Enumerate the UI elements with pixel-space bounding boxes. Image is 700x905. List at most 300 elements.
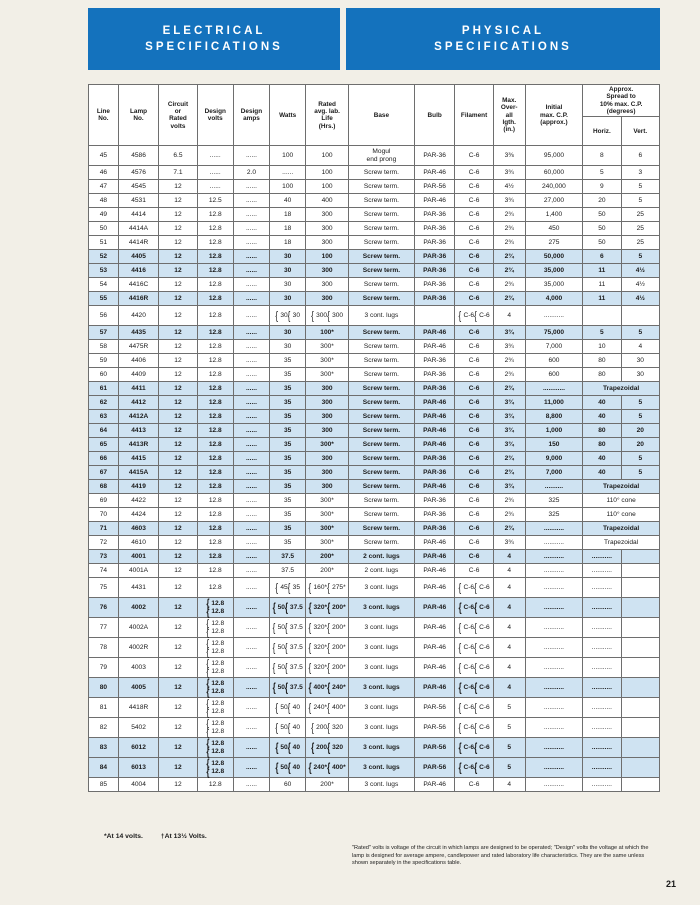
- cell-spread-horiz: 6: [583, 250, 621, 264]
- cell-base: Screw term.: [348, 166, 414, 180]
- cell-rated-life: 300: [306, 410, 349, 424]
- cell-lamp-no: 4003: [118, 658, 158, 678]
- cell-watts: 35: [270, 522, 306, 536]
- cell-initial-max-cp: 27,000: [525, 194, 583, 208]
- cell-spread: 110° cone: [583, 508, 660, 522]
- cell-watts: { 50 { 40: [270, 738, 306, 758]
- cell-lamp-no: 4405: [118, 250, 158, 264]
- cell-bulb: PAR-46: [414, 598, 454, 618]
- cell-bulb: PAR-46: [414, 678, 454, 698]
- cell-spread-horiz: 80: [583, 438, 621, 452]
- cell-base: 3 cont. lugs: [348, 698, 414, 718]
- cell-bulb: PAR-36: [414, 522, 454, 536]
- cell-rated-life: 100: [306, 166, 349, 180]
- cell-initial-max-cp: 1,400: [525, 208, 583, 222]
- cell-rated-life: 300: [306, 292, 349, 306]
- cell-design-amps: ......: [233, 466, 269, 480]
- cell-lamp-no: 4431: [118, 578, 158, 598]
- cell-lamp-no: 4416C: [118, 278, 158, 292]
- cell-initial-max-cp: ...........: [525, 536, 583, 550]
- cell-max-overall-length: 2¾: [493, 452, 525, 466]
- cell-circuit-volts: 12: [159, 698, 197, 718]
- cell-watts: 30: [270, 292, 306, 306]
- cell-watts: 35: [270, 494, 306, 508]
- cell-design-amps: ......: [233, 550, 269, 564]
- cell-circuit-volts: 12: [159, 236, 197, 250]
- cell-design-amps: ......: [233, 340, 269, 354]
- cell-design-volts: { 12.8{ 12.8: [197, 718, 233, 738]
- table-row: [89, 678, 660, 698]
- cell-filament: C-6: [455, 480, 493, 494]
- footnote-left: [104, 833, 207, 840]
- cell-filament: C-6: [455, 264, 493, 278]
- cell-design-volts: 12.8: [197, 208, 233, 222]
- th-spread-horiz: Horiz.: [583, 117, 621, 146]
- cell-max-overall-length: 4: [493, 778, 525, 792]
- cell-circuit-volts: 12: [159, 424, 197, 438]
- cell-watts: 35: [270, 396, 306, 410]
- cell-watts: 30: [270, 278, 306, 292]
- cell-base: Screw term.: [348, 410, 414, 424]
- th-approx-spread: Approx. Spread to 10% max. C.P. (degrees): [583, 85, 660, 117]
- cell-bulb: PAR-46: [414, 396, 454, 410]
- cell-watts: 18: [270, 236, 306, 250]
- cell-design-amps: ......: [233, 778, 269, 792]
- cell-design-amps: ......: [233, 564, 269, 578]
- cell-bulb: PAR-36: [414, 494, 454, 508]
- cell-design-volts: 12.8: [197, 778, 233, 792]
- cell-rated-life: 100: [306, 180, 349, 194]
- cell-bulb: PAR-36: [414, 146, 454, 166]
- cell-circuit-volts: 12: [159, 222, 197, 236]
- cell-filament: C-6: [455, 208, 493, 222]
- cell-circuit-volts: 12: [159, 564, 197, 578]
- cell-lamp-no: 4413R: [118, 438, 158, 452]
- specifications-table: [88, 84, 660, 792]
- cell-filament: { C-6 { C-6: [455, 306, 493, 326]
- cell-design-volts: { 12.8{ 12.8: [197, 638, 233, 658]
- cell-watts: 18: [270, 208, 306, 222]
- cell-design-amps: ......: [233, 452, 269, 466]
- cell-circuit-volts: 12: [159, 292, 197, 306]
- th-max-overall-length: Max. Over- all lgth. (in.): [493, 85, 525, 146]
- footnote-at-14-volts: *At 14 volts.: [104, 833, 143, 840]
- specifications-table-wrap: [88, 84, 660, 792]
- cell-design-volts: 12.8: [197, 368, 233, 382]
- table-row: [89, 278, 660, 292]
- cell-initial-max-cp: 7,000: [525, 340, 583, 354]
- cell-lamp-no: 4412A: [118, 410, 158, 424]
- cell-base: Screw term.: [348, 180, 414, 194]
- cell-rated-life: 300: [306, 208, 349, 222]
- cell-design-volts: 12.8: [197, 306, 233, 326]
- cell-design-amps: ......: [233, 208, 269, 222]
- cell-max-overall-length: 2¾: [493, 278, 525, 292]
- cell-spread-vert: [621, 618, 659, 638]
- cell-design-volts: 12.8: [197, 340, 233, 354]
- cell-circuit-volts: 12: [159, 638, 197, 658]
- cell-design-amps: ......: [233, 536, 269, 550]
- cell-max-overall-length: 3¾: [493, 536, 525, 550]
- cell-filament: C-6: [455, 494, 493, 508]
- cell-line-no: 63: [89, 410, 119, 424]
- cell-bulb: PAR-36: [414, 278, 454, 292]
- cell-design-volts: ......: [197, 166, 233, 180]
- cell-filament: C-6: [455, 368, 493, 382]
- cell-line-no: 68: [89, 480, 119, 494]
- cell-line-no: 64: [89, 424, 119, 438]
- cell-design-amps: ......: [233, 598, 269, 618]
- cell-line-no: 49: [89, 208, 119, 222]
- cell-line-no: 48: [89, 194, 119, 208]
- cell-base: 3 cont. lugs: [348, 306, 414, 326]
- cell-base: Screw term.: [348, 326, 414, 340]
- cell-design-amps: ......: [233, 396, 269, 410]
- cell-design-amps: ......: [233, 678, 269, 698]
- cell-lamp-no: 5402: [118, 718, 158, 738]
- cell-spread-horiz: ...........: [583, 618, 621, 638]
- table-row: [89, 166, 660, 180]
- cell-design-amps: ......: [233, 494, 269, 508]
- cell-spread: 110° cone: [583, 494, 660, 508]
- cell-filament: C-6: [455, 382, 493, 396]
- cell-filament: C-6: [455, 340, 493, 354]
- cell-line-no: 55: [89, 292, 119, 306]
- cell-max-overall-length: 2¾: [493, 222, 525, 236]
- table-row: [89, 306, 660, 326]
- cell-line-no: 45: [89, 146, 119, 166]
- table-row: [89, 250, 660, 264]
- cell-design-volts: { 12.8{ 12.8: [197, 658, 233, 678]
- cell-design-amps: ......: [233, 638, 269, 658]
- cell-rated-life: { 240* { 400*: [306, 698, 349, 718]
- cell-design-volts: 12.8: [197, 410, 233, 424]
- cell-line-no: 76: [89, 598, 119, 618]
- cell-design-amps: ......: [233, 618, 269, 638]
- cell-rated-life: { 300 { 300: [306, 306, 349, 326]
- cell-line-no: 75: [89, 578, 119, 598]
- cell-lamp-no: 4415: [118, 452, 158, 466]
- cell-spread-vert: 25: [621, 236, 659, 250]
- cell-lamp-no: 4419: [118, 480, 158, 494]
- cell-max-overall-length: 3¾: [493, 438, 525, 452]
- cell-circuit-volts: 12: [159, 618, 197, 638]
- cell-spread-vert: 5: [621, 180, 659, 194]
- cell-lamp-no: 4406: [118, 354, 158, 368]
- cell-spread-horiz: ...........: [583, 598, 621, 618]
- cell-initial-max-cp: ..........: [525, 480, 583, 494]
- cell-design-volts: 12.8: [197, 326, 233, 340]
- cell-rated-life: 200*: [306, 564, 349, 578]
- cell-base: Screw term.: [348, 292, 414, 306]
- cell-filament: C-6: [455, 146, 493, 166]
- cell-max-overall-length: 3¾: [493, 194, 525, 208]
- cell-circuit-volts: 12: [159, 678, 197, 698]
- cell-design-amps: ......: [233, 306, 269, 326]
- cell-line-no: 84: [89, 758, 119, 778]
- cell-initial-max-cp: ...........: [525, 578, 583, 598]
- table-row: [89, 778, 660, 792]
- cell-design-amps: ......: [233, 738, 269, 758]
- cell-spread-vert: 5: [621, 250, 659, 264]
- cell-spread: Trapezoidal: [583, 480, 660, 494]
- cell-design-amps: ......: [233, 222, 269, 236]
- cell-spread-vert: 20: [621, 424, 659, 438]
- cell-base: Screw term.: [348, 466, 414, 480]
- cell-circuit-volts: 12: [159, 480, 197, 494]
- table-row: [89, 208, 660, 222]
- cell-design-amps: ......: [233, 698, 269, 718]
- cell-watts: { 50 { 37.5: [270, 678, 306, 698]
- cell-base: Screw term.: [348, 194, 414, 208]
- cell-max-overall-length: 2¾: [493, 494, 525, 508]
- table-row: [89, 550, 660, 564]
- cell-initial-max-cp: 240,000: [525, 180, 583, 194]
- cell-design-amps: ......: [233, 410, 269, 424]
- cell-spread-vert: [621, 306, 659, 326]
- cell-line-no: 57: [89, 326, 119, 340]
- cell-spread-horiz: 5: [583, 326, 621, 340]
- cell-spread-vert: 30: [621, 368, 659, 382]
- cell-initial-max-cp: 450: [525, 222, 583, 236]
- cell-lamp-no: 4416R: [118, 292, 158, 306]
- cell-max-overall-length: 2¾: [493, 382, 525, 396]
- cell-spread-horiz: ...........: [583, 758, 621, 778]
- cell-base: Screw term.: [348, 236, 414, 250]
- cell-design-amps: ......: [233, 250, 269, 264]
- cell-lamp-no: 4411: [118, 382, 158, 396]
- cell-initial-max-cp: ...........: [525, 306, 583, 326]
- cell-spread-horiz: ...........: [583, 738, 621, 758]
- cell-spread-vert: [621, 658, 659, 678]
- cell-filament: { C-6 { C-6: [455, 758, 493, 778]
- cell-base: Screw term.: [348, 250, 414, 264]
- cell-bulb: PAR-46: [414, 424, 454, 438]
- table-row: [89, 236, 660, 250]
- cell-design-amps: ......: [233, 508, 269, 522]
- cell-base: Screw term.: [348, 278, 414, 292]
- cell-watts: 35: [270, 466, 306, 480]
- cell-base: Screw term.: [348, 424, 414, 438]
- cell-initial-max-cp: 95,000: [525, 146, 583, 166]
- cell-initial-max-cp: ...........: [525, 778, 583, 792]
- cell-design-amps: ......: [233, 438, 269, 452]
- cell-spread-vert: 4½: [621, 278, 659, 292]
- cell-max-overall-length: 2¾: [493, 236, 525, 250]
- cell-circuit-volts: 12: [159, 758, 197, 778]
- cell-watts: 35: [270, 536, 306, 550]
- cell-line-no: 59: [89, 354, 119, 368]
- cell-bulb: PAR-36: [414, 292, 454, 306]
- cell-design-amps: ......: [233, 718, 269, 738]
- cell-base: Screw term.: [348, 368, 414, 382]
- cell-max-overall-length: 4: [493, 598, 525, 618]
- cell-base: Screw term.: [348, 354, 414, 368]
- th-watts: Watts: [270, 85, 306, 146]
- cell-max-overall-length: 4: [493, 578, 525, 598]
- cell-watts: 37.5: [270, 564, 306, 578]
- cell-line-no: 70: [89, 508, 119, 522]
- cell-bulb: PAR-46: [414, 194, 454, 208]
- cell-design-amps: ......: [233, 278, 269, 292]
- cell-circuit-volts: 12: [159, 550, 197, 564]
- table-row: [89, 438, 660, 452]
- cell-spread-horiz: 11: [583, 264, 621, 278]
- cell-max-overall-length: 4: [493, 618, 525, 638]
- cell-circuit-volts: 12: [159, 466, 197, 480]
- cell-max-overall-length: 3¾: [493, 326, 525, 340]
- cell-lamp-no: 4418R: [118, 698, 158, 718]
- table-row: [89, 494, 660, 508]
- cell-max-overall-length: 5: [493, 758, 525, 778]
- cell-circuit-volts: 12: [159, 208, 197, 222]
- cell-spread-vert: [621, 550, 659, 564]
- cell-spread-horiz: ...........: [583, 718, 621, 738]
- cell-design-volts: 12.8: [197, 222, 233, 236]
- cell-max-overall-length: 4: [493, 564, 525, 578]
- cell-base: Screw term.: [348, 494, 414, 508]
- banner-electrical-line2: SPECIFICATIONS: [145, 41, 283, 53]
- cell-max-overall-length: 4: [493, 638, 525, 658]
- cell-watts: { 50 { 40: [270, 698, 306, 718]
- cell-initial-max-cp: 75,000: [525, 326, 583, 340]
- cell-line-no: 72: [89, 536, 119, 550]
- cell-rated-life: 300*: [306, 354, 349, 368]
- cell-base: 2 cont. lugs: [348, 564, 414, 578]
- cell-rated-life: 300: [306, 222, 349, 236]
- cell-initial-max-cp: ...........: [525, 658, 583, 678]
- cell-filament: { C-6 { C-6: [455, 578, 493, 598]
- th-design-amps: Design amps: [233, 85, 269, 146]
- cell-watts: { 45 { 35: [270, 578, 306, 598]
- cell-line-no: 81: [89, 698, 119, 718]
- cell-bulb: PAR-46: [414, 564, 454, 578]
- cell-circuit-volts: 12: [159, 508, 197, 522]
- cell-max-overall-length: 5: [493, 718, 525, 738]
- cell-design-volts: 12.8: [197, 480, 233, 494]
- cell-watts: 18: [270, 222, 306, 236]
- table-row: [89, 536, 660, 550]
- cell-design-amps: ......: [233, 578, 269, 598]
- cell-max-overall-length: 3⅜: [493, 146, 525, 166]
- cell-initial-max-cp: ...........: [525, 564, 583, 578]
- cell-bulb: PAR-56: [414, 718, 454, 738]
- cell-initial-max-cp: ...........: [525, 758, 583, 778]
- cell-bulb: PAR-46: [414, 658, 454, 678]
- cell-design-volts: 12.8: [197, 292, 233, 306]
- footnote-at-13-5-volts: †At 13½ Volts.: [160, 833, 207, 840]
- cell-spread-horiz: 40: [583, 452, 621, 466]
- cell-filament: { C-6 { C-6: [455, 698, 493, 718]
- cell-design-volts: 12.8: [197, 354, 233, 368]
- cell-filament: C-6: [455, 354, 493, 368]
- cell-filament: C-6: [455, 278, 493, 292]
- cell-filament: C-6: [455, 292, 493, 306]
- cell-watts: 35: [270, 508, 306, 522]
- cell-base: Screw term.: [348, 522, 414, 536]
- table-row: [89, 424, 660, 438]
- cell-spread-horiz: 5: [583, 166, 621, 180]
- cell-circuit-volts: 12: [159, 522, 197, 536]
- cell-max-overall-length: 2¾: [493, 522, 525, 536]
- table-body: [89, 146, 660, 792]
- cell-spread-vert: [621, 564, 659, 578]
- cell-rated-life: { 320* { 200*: [306, 638, 349, 658]
- cell-design-amps: ......: [233, 368, 269, 382]
- cell-spread-vert: [621, 678, 659, 698]
- cell-spread-vert: 25: [621, 208, 659, 222]
- cell-rated-life: 200*: [306, 778, 349, 792]
- cell-circuit-volts: 12: [159, 194, 197, 208]
- cell-watts: { 50 { 37.5: [270, 598, 306, 618]
- th-lamp-no: Lamp No.: [118, 85, 158, 146]
- cell-rated-life: 300: [306, 396, 349, 410]
- cell-line-no: 77: [89, 618, 119, 638]
- cell-initial-max-cp: 11,000: [525, 396, 583, 410]
- cell-bulb: PAR-36: [414, 368, 454, 382]
- cell-rated-life: 100: [306, 250, 349, 264]
- cell-watts: 60: [270, 778, 306, 792]
- cell-spread-horiz: ...........: [583, 638, 621, 658]
- cell-base: Screw term.: [348, 438, 414, 452]
- cell-max-overall-length: 2¾: [493, 208, 525, 222]
- cell-rated-life: 300: [306, 424, 349, 438]
- cell-circuit-volts: 6.5: [159, 146, 197, 166]
- cell-lamp-no: 4414A: [118, 222, 158, 236]
- cell-spread-vert: [621, 698, 659, 718]
- banner-physical-line1: PHYSICAL: [461, 25, 545, 37]
- cell-lamp-no: 4002A: [118, 618, 158, 638]
- th-initial-max-cp: Initial max. C.P. (approx.): [525, 85, 583, 146]
- table-row: [89, 508, 660, 522]
- cell-max-overall-length: 5: [493, 698, 525, 718]
- cell-design-volts: 12.8: [197, 452, 233, 466]
- cell-line-no: 79: [89, 658, 119, 678]
- cell-spread-vert: 3: [621, 166, 659, 180]
- cell-base: Screw term.: [348, 222, 414, 236]
- cell-rated-life: 300: [306, 382, 349, 396]
- cell-max-overall-length: 3¾: [493, 410, 525, 424]
- cell-base: 3 cont. lugs: [348, 778, 414, 792]
- cell-line-no: 66: [89, 452, 119, 466]
- cell-initial-max-cp: 150: [525, 438, 583, 452]
- cell-lamp-no: 6012: [118, 738, 158, 758]
- cell-design-volts: ......: [197, 180, 233, 194]
- cell-spread-vert: [621, 738, 659, 758]
- cell-design-amps: ......: [233, 758, 269, 778]
- cell-max-overall-length: 2¾: [493, 354, 525, 368]
- table-row: [89, 522, 660, 536]
- cell-lamp-no: 4531: [118, 194, 158, 208]
- table-row: [89, 658, 660, 678]
- cell-base: 3 cont. lugs: [348, 638, 414, 658]
- cell-rated-life: 300*: [306, 340, 349, 354]
- cell-initial-max-cp: ...........: [525, 522, 583, 536]
- cell-rated-life: 300*: [306, 438, 349, 452]
- cell-spread-horiz: 40: [583, 396, 621, 410]
- cell-circuit-volts: 12: [159, 382, 197, 396]
- banner-electrical-line1: ELECTRICAL: [162, 25, 266, 37]
- cell-circuit-volts: 12: [159, 438, 197, 452]
- cell-bulb: PAR-46: [414, 578, 454, 598]
- cell-design-volts: 12.8: [197, 396, 233, 410]
- cell-spread-vert: [621, 718, 659, 738]
- cell-base: 3 cont. lugs: [348, 658, 414, 678]
- cell-spread-horiz: 11: [583, 292, 621, 306]
- cell-rated-life: 300*: [306, 536, 349, 550]
- cell-spread-vert: 6: [621, 146, 659, 166]
- cell-filament: { C-6 { C-6: [455, 638, 493, 658]
